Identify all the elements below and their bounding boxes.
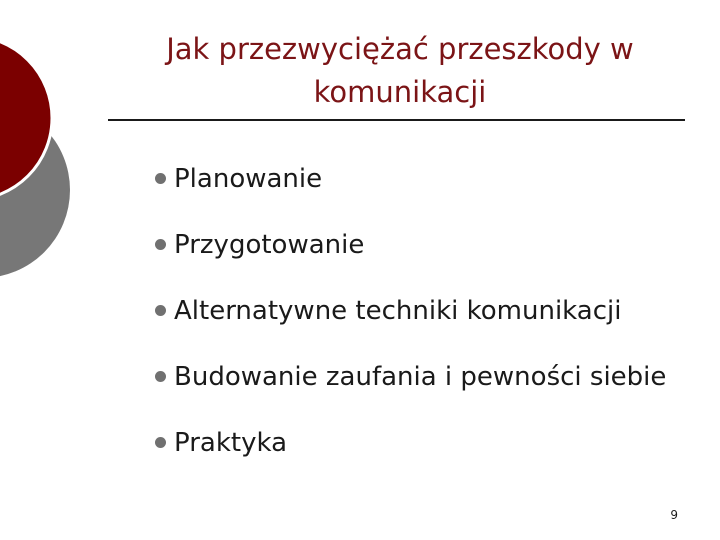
page-number: 9 [670, 508, 678, 522]
bullet-dot-icon [155, 371, 166, 382]
bullet-item-alternatywne-techniki [155, 294, 666, 328]
bullet-item-budowanie-zaufania [155, 360, 666, 394]
slide-title-line-2: komunikacji [313, 75, 487, 109]
bullet-item-przygotowanie [155, 228, 666, 262]
title-divider [108, 119, 685, 121]
bullet-dot-icon [155, 173, 166, 184]
bullet-dot-icon [155, 437, 166, 448]
bullet-item-planowanie [155, 162, 666, 196]
bullet-dot-icon [155, 239, 166, 250]
bullet-text: Budowanie zaufania i pewności siebie [174, 362, 667, 392]
bullet-list [155, 162, 666, 492]
bullet-item-praktyka [155, 426, 666, 460]
bullet-text: Alternatywne techniki komunikacji [174, 296, 622, 326]
slide-title-line-1: Jak przezwyciężać przeszkody w [166, 32, 634, 66]
slide-title [100, 28, 700, 114]
bullet-text: Przygotowanie [174, 230, 365, 260]
bullet-dot-icon [155, 305, 166, 316]
bullet-text: Planowanie [174, 164, 323, 194]
bullet-text: Praktyka [174, 428, 288, 458]
